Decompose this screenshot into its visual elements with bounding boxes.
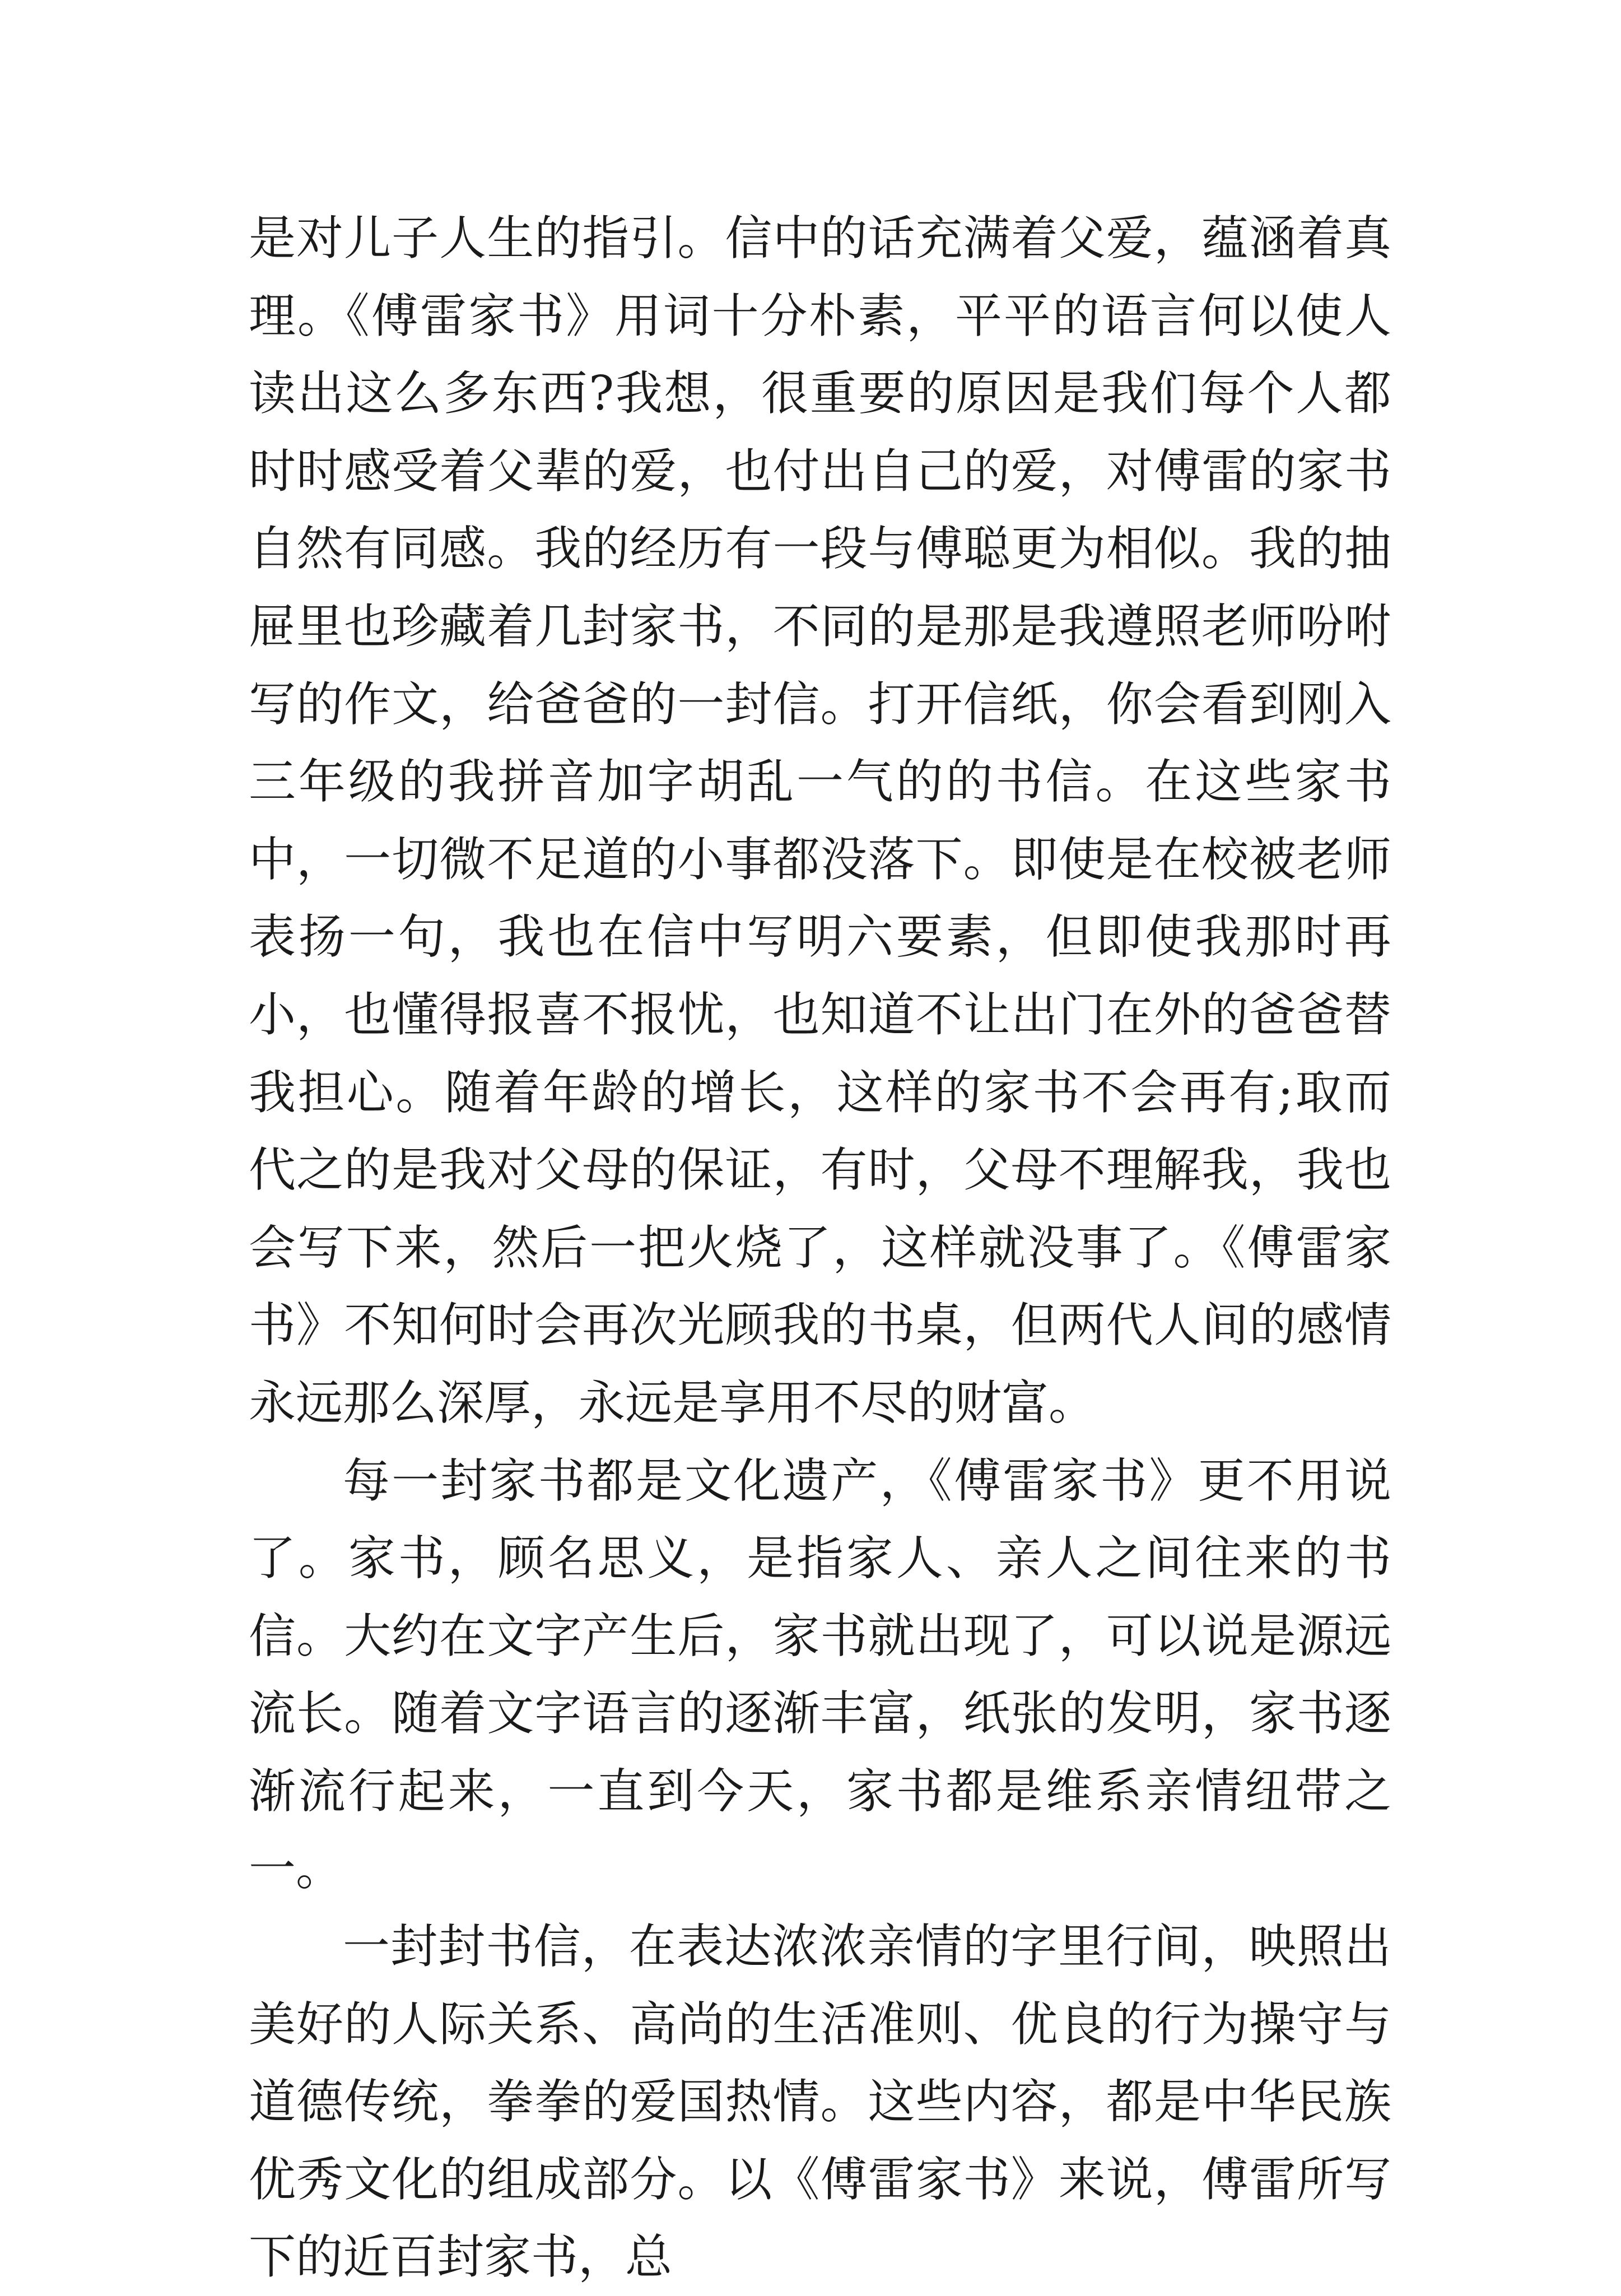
paragraph-2: 每一封家书都是文化遗产，《傅雷家书》更不用说了。家书，顾名思义，是指家人、亲人之间往来的书信。大约在文字产生后，家书就出现了，可以说是源远流长。随着文字语言的逐渐丰富，纸张的发明，家书逐渐流行起来，一直到今天，家书都是维系亲情纽带之一。	[249, 1453, 1391, 1897]
paragraph-3: 一封封书信，在表达浓浓亲情的字里行间，映照出美好的人际关系、高尚的生活准则、优良的行为操守与道德传统，拳拳的爱国热情。这些内容，都是中华民族优秀文化的组成部分。以《傅雷家书》来说，傅雷所写下的近百封家书，总	[249, 1919, 1391, 2285]
paragraph-1: 是对儿子人生的指引。信中的话充满着父爱，蕴涵着真理。《傅雷家书》用词十分朴素，平平的语言何以使人读出这么多东西?我想，很重要的原因是我们每个人都时时感受着父辈的爱，也付出自己的爱，对傅雷的家书自然有同感。我的经历有一段与傅聪更为相似。我的抽屉里也珍藏着几封家书，不同的是那是我遵照老师吩咐写的作文，给爸爸的一封信。打开信纸，你会看到刚入三年级的我拼音加字胡乱一气的的书信。在这些家书中，一切微不足道的小事都没落下。即使是在校被老师表扬一句，我也在信中写明六要素，但即使我那时再小，也懂得报喜不报忧，也知道不让出门在外的爸爸替我担心。随着年龄的增长，这样的家书不会再有;取而代之的是我对父母的保证，有时，父母不理解我，我也会写下来，然后一把火烧了，这样就没事了。《傅雷家书》不知何时会再次光顾我的书桌，但两代人间的感情永远那么深厚，永远是享用不尽的财富。	[249, 211, 1391, 1430]
body-text	[249, 199, 1391, 2296]
